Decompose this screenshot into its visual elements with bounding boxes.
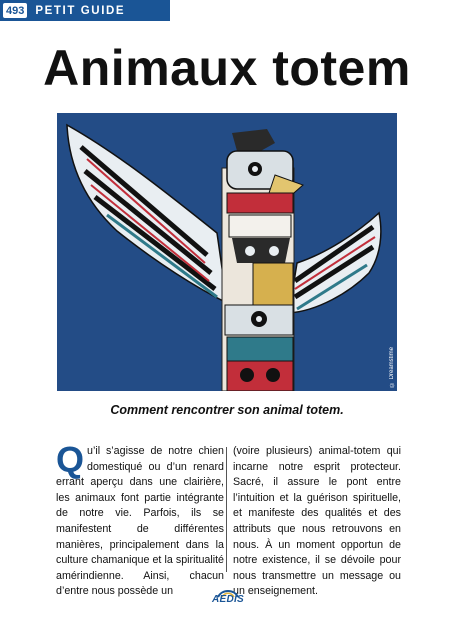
body-text-right: (voire plusieurs) animal-totem qui incarne notre esprit protecteur. Sacré, il assure le pont entre l’intuition et la guérison spirituelle, et manifeste des qualités et des attributs que nous retrouvons en nous. À un moment opportun de notre existence, il se dévoile pour nous transmettre un message ou un enseignement. xyxy=(233,445,401,598)
logo-text: AEDIS xyxy=(211,594,245,605)
totem-photo xyxy=(57,113,397,391)
page-title: Animaux totem xyxy=(43,40,411,96)
body-column-right xyxy=(233,444,401,600)
series-label: PETIT GUIDE xyxy=(35,4,126,17)
body-text-left: u’il s’agisse de notre chien domestiqué ou d’un renard errant aperçu dans une clairière, les animaux font partie intégrante de notre vie. Parfois, ils se manifestent de différentes manières, principalement dans la culture chamanique et la spiritualité amérindienne. Ainsi, chacun d’entre nous possède un xyxy=(56,445,224,598)
photo-credit: © Dreamstime xyxy=(389,346,395,387)
body-column-left xyxy=(56,439,224,600)
guide-number-badge: 493 xyxy=(3,3,27,18)
totem-pole xyxy=(222,129,303,391)
photo-caption: Comment rencontrer son animal totem. xyxy=(110,403,344,417)
series-banner xyxy=(0,0,170,21)
drop-cap: Q xyxy=(56,439,85,480)
column-divider xyxy=(226,447,227,572)
publisher-logo xyxy=(208,588,248,610)
totem-illustration xyxy=(57,113,397,391)
